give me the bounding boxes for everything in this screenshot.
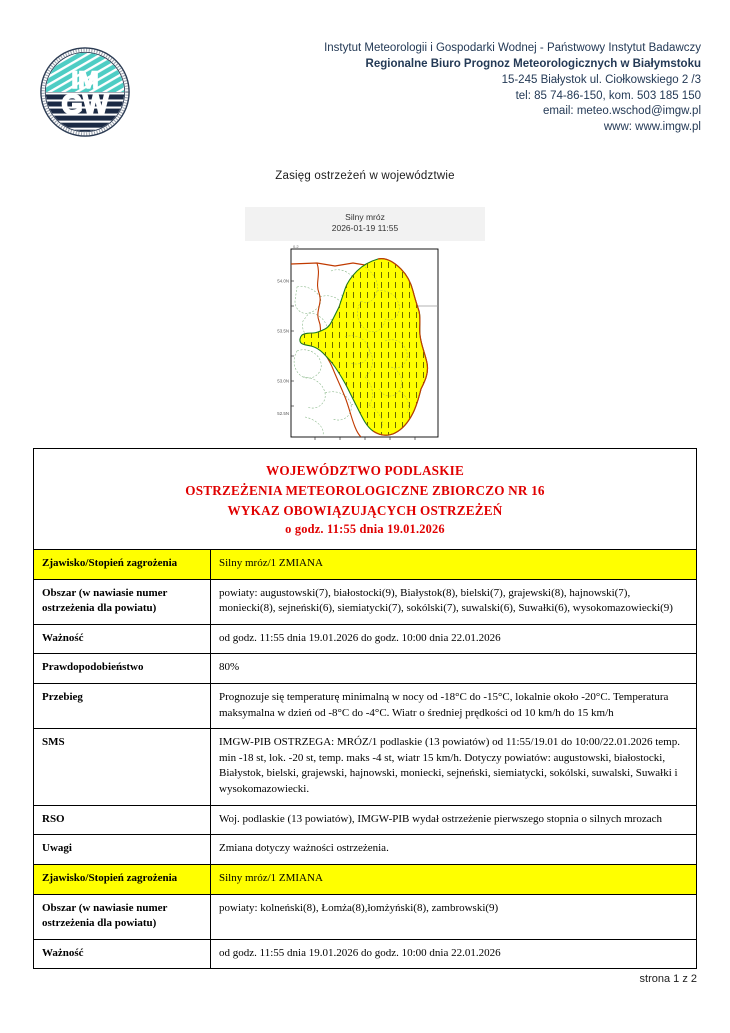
row-value: Woj. podlaskie (13 powiatów), IMGW-PIB wydał ostrzeżenie pierwszego stopnia o silnych mrozach bbox=[211, 805, 697, 835]
table-row bbox=[34, 939, 697, 969]
row-label: Zjawisko/Stopień zagrożenia bbox=[34, 864, 211, 894]
table-title-row bbox=[34, 449, 697, 550]
table-title-cell bbox=[34, 449, 697, 550]
row-value: od godz. 11:55 dnia 19.01.2026 do godz. 10:00 dnia 22.01.2026 bbox=[211, 624, 697, 654]
row-value: od godz. 11:55 dnia 19.01.2026 do godz. 10:00 dnia 22.01.2026 bbox=[211, 939, 697, 969]
org-name-line: Instytut Meteorologii i Gospodarki Wodnej - Państwowy Instytut Badawczy bbox=[324, 42, 701, 54]
row-value: Silny mróz/1 ZMIANA bbox=[211, 550, 697, 580]
table-row bbox=[34, 550, 697, 580]
row-value: powiaty: kolneński(8), Łomża(8),łomżyński(8), zambrowski(9) bbox=[211, 894, 697, 939]
table-row bbox=[34, 684, 697, 729]
title-line-list: WYKAZ OBOWIĄZUJĄCYCH OSTRZEŻEŃ bbox=[227, 502, 503, 518]
org-address-line: 15-245 Białystok ul. Ciołkowskiego 2 /3 bbox=[501, 73, 701, 86]
map-svg bbox=[245, 241, 485, 441]
warnings-table bbox=[33, 448, 697, 969]
org-phone-line: tel: 85 74-86-150, kom. 503 185 150 bbox=[515, 89, 701, 102]
map-phenomenon-title: Silny mróz bbox=[345, 212, 385, 222]
row-label: Ważność bbox=[34, 624, 211, 654]
org-contact-block bbox=[324, 41, 701, 136]
svg-text:GW: GW bbox=[61, 88, 109, 120]
title-line-warnings-nr: OSTRZEŻENIA METEOROLOGICZNE ZBIORCZO NR 16 bbox=[185, 482, 545, 498]
table-row bbox=[34, 894, 697, 939]
title-line-voivodeship: WOJEWÓDZTWO PODLASKIE bbox=[265, 463, 464, 478]
row-label: Przebieg bbox=[34, 684, 211, 729]
table-row bbox=[34, 864, 697, 894]
org-branch-line: Regionalne Biuro Prognoz Meteorologicznych w Białymstoku bbox=[365, 57, 701, 70]
table-row bbox=[34, 654, 697, 684]
title-line-timestamp: o godz. 11:55 dnia 19.01.2026 bbox=[285, 522, 445, 537]
table-row bbox=[34, 579, 697, 624]
svg-text:IM: IM bbox=[71, 67, 99, 95]
row-value: Silny mróz/1 ZMIANA bbox=[211, 864, 697, 894]
map-caption: Zasięg ostrzeżeń w województwie bbox=[275, 170, 455, 182]
map-plot bbox=[245, 241, 485, 441]
svg-text:0.2: 0.2 bbox=[293, 243, 299, 249]
map-section bbox=[0, 170, 730, 416]
row-label: RSO bbox=[34, 805, 211, 835]
svg-text:53.5N: 53.5N bbox=[277, 328, 289, 334]
svg-text:52.5N: 52.5N bbox=[277, 410, 289, 416]
page-header bbox=[0, 0, 730, 150]
table-row bbox=[34, 624, 697, 654]
svg-text:54.0N: 54.0N bbox=[277, 278, 289, 284]
row-label: Obszar (w nawiasie numer ostrzeżenia dla powiatu) bbox=[34, 579, 211, 624]
row-label: Obszar (w nawiasie numer ostrzeżenia dla powiatu) bbox=[34, 894, 211, 939]
imgw-logo-icon bbox=[36, 43, 134, 141]
map-timestamp: 2026-01-19 11:55 bbox=[331, 223, 399, 234]
warnings-table-body bbox=[34, 449, 697, 969]
table-row bbox=[34, 805, 697, 835]
table-row bbox=[34, 729, 697, 805]
row-value: powiaty: augustowski(7), białostocki(9), Białystok(8), bielski(7), grajewski(8), hajnowski(7), moniecki(8), sejneński(6), siemiatycki(7), sokólski(7), suwalski(6), Suwałki(6), wysokomazowiecki(9) bbox=[211, 579, 697, 624]
table-row bbox=[34, 835, 697, 865]
imgw-logo bbox=[36, 43, 134, 141]
org-email-line: email: meteo.wschod@imgw.pl bbox=[542, 105, 701, 118]
row-label: Uwagi bbox=[34, 835, 211, 865]
warning-extent-map bbox=[245, 207, 485, 441]
map-titlebar bbox=[245, 207, 485, 241]
row-label: Zjawisko/Stopień zagrożenia bbox=[34, 550, 211, 580]
page-footer: strona 1 z 2 bbox=[639, 973, 697, 985]
row-value: 80% bbox=[211, 654, 697, 684]
row-label: Ważność bbox=[34, 939, 211, 969]
svg-text:53.0N: 53.0N bbox=[277, 378, 289, 384]
row-value: IMGW-PIB OSTRZEGA: MRÓZ/1 podlaskie (13 powiatów) od 11:55/19.01 do 10:00/22.01.2026 temp. min -18 st, lok. -20 st, temp. maks -4 st, wiatr 15 km/h. Dotyczy powiatów: augustowski, białostocki, Białystok, bielski, grajewski, hajnowski, moniecki, sejneński, siemiatycki, sokólski, suwalski, Suwałki i wysokomazowiecki. bbox=[211, 729, 697, 805]
row-label: SMS bbox=[34, 729, 211, 805]
row-label: Prawdopodobieństwo bbox=[34, 654, 211, 684]
row-value: Zmiana dotyczy ważności ostrzeżenia. bbox=[211, 835, 697, 865]
org-website-line: www: www.imgw.pl bbox=[603, 121, 701, 134]
row-value: Prognozuje się temperaturę minimalną w nocy od -18°C do -15°C, lokalnie około -20°C. Temperatura maksymalna w dzień od -8°C do -4°C. Wiatr o średniej prędkości od 10 km/h do 15 km/h bbox=[211, 684, 697, 729]
